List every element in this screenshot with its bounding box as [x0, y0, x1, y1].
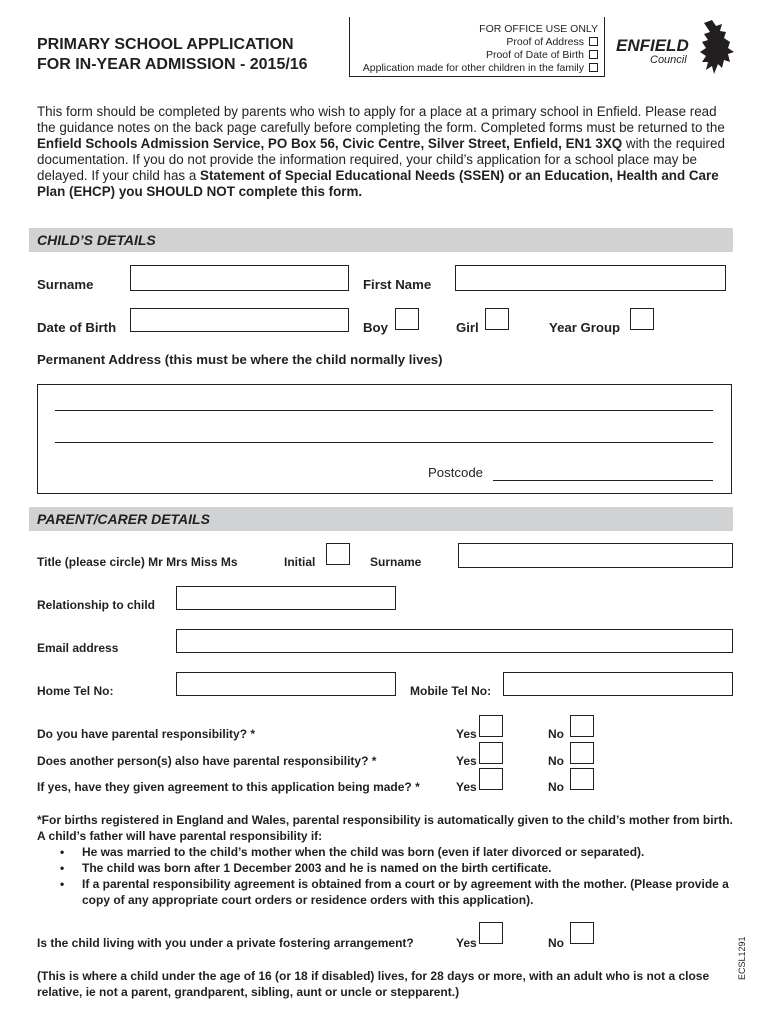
boy-label: Boy [363, 320, 388, 335]
address-line-1[interactable] [55, 410, 713, 411]
question-2: Does another person(s) also have parental responsibility? * [37, 754, 377, 768]
parental-responsibility-note [37, 812, 737, 908]
form-title-line-2: FOR IN-YEAR ADMISSION - 2015/16 [37, 56, 308, 73]
other-children-checkbox[interactable] [589, 63, 598, 72]
bullet-item: • The child was born after 1 December 2003 and he is named on the birth certificate. [82, 860, 737, 876]
title-label: Title (please circle) Mr Mrs Miss Ms [37, 555, 238, 569]
address-box [37, 384, 732, 494]
office-use-box [349, 17, 605, 77]
logo-name: ENFIELD [616, 36, 689, 55]
initial-input[interactable] [326, 543, 350, 565]
logo-sub: Council [650, 54, 687, 66]
parent-surname-input[interactable] [458, 543, 733, 568]
year-group-input[interactable] [630, 308, 654, 330]
address-label: Permanent Address (this must be where the child normally lives) [37, 352, 443, 367]
office-item-proof-dob: Proof of Date of Birth [485, 49, 584, 61]
postcode-label: Postcode [428, 465, 483, 480]
q1-yes-checkbox[interactable] [479, 715, 503, 737]
bullet-item: • If a parental responsibility agreement is obtained from a court or by agreement with the mother. (Please provide a copy of any appropriate court orders or residence orders with this application). [82, 876, 737, 908]
child-dob-input[interactable] [130, 308, 349, 332]
q2-yes-label: Yes [456, 754, 477, 768]
note-text: *For births registered in England and Wales, parental responsibility is automatically given to the child’s mother from birth. A child’s father will have parental responsibility if: [37, 813, 733, 843]
parent-details-header [29, 507, 733, 531]
parent-details-heading: PARENT/CARER DETAILS [37, 511, 210, 527]
office-item-other-children: Application made for other children in the family [362, 62, 584, 74]
child-surname-input[interactable] [130, 265, 349, 291]
parent-surname-label: Surname [370, 555, 422, 569]
fostering-no-checkbox[interactable] [570, 922, 594, 944]
q3-yes-checkbox[interactable] [479, 768, 503, 790]
intro-part-2: with the required documentation. If you do not provide the information required, your child’s application for a school place may be delayed. If your child has a [37, 136, 725, 183]
mobile-tel-label: Mobile Tel No: [410, 684, 492, 698]
intro-address: Enfield Schools Admission Service, PO Box 56, Civic Centre, Silver Street, Enfield, EN1 3XQ [37, 136, 623, 151]
child-first-name-input[interactable] [455, 265, 726, 291]
fostering-yes-checkbox[interactable] [479, 922, 503, 944]
home-tel-input[interactable] [176, 672, 396, 696]
year-group-label: Year Group [549, 320, 621, 335]
fostering-yes-label: Yes [456, 936, 477, 950]
question-3: If yes, have they given agreement to this application being made? * [37, 780, 420, 794]
q2-no-checkbox[interactable] [570, 742, 594, 764]
enfield-council-logo [612, 18, 742, 78]
child-details-header [29, 228, 733, 252]
office-item-proof-address: Proof of Address [506, 36, 584, 48]
fostering-question: Is the child living with you under a private fostering arrangement? [37, 936, 414, 950]
question-1: Do you have parental responsibility? * [37, 727, 256, 741]
q3-yes-label: Yes [456, 780, 477, 794]
address-line-2[interactable] [55, 442, 713, 443]
mobile-tel-input[interactable] [503, 672, 733, 696]
fostering-no-label: No [548, 936, 564, 950]
girl-checkbox[interactable] [485, 308, 509, 330]
form-code: ECSL1291 [737, 936, 747, 980]
email-label: Email address [37, 641, 119, 655]
boy-checkbox[interactable] [395, 308, 419, 330]
intro-paragraph [37, 104, 737, 200]
proof-address-checkbox[interactable] [589, 37, 598, 46]
email-input[interactable] [176, 629, 733, 653]
q3-no-checkbox[interactable] [570, 768, 594, 790]
relationship-input[interactable] [176, 586, 396, 610]
q3-no-label: No [548, 780, 564, 794]
proof-dob-checkbox[interactable] [589, 50, 598, 59]
q2-yes-checkbox[interactable] [479, 742, 503, 764]
office-use-heading: FOR OFFICE USE ONLY [479, 23, 598, 35]
child-first-name-label: First Name [363, 277, 432, 292]
form-title-line-1: PRIMARY SCHOOL APPLICATION [37, 36, 294, 53]
q2-no-label: No [548, 754, 564, 768]
relationship-label: Relationship to child [37, 598, 156, 612]
postcode-input[interactable] [493, 480, 713, 481]
fostering-note: (This is where a child under the age of 16 (or 18 if disabled) lives, for 28 days or more, with an adult who is not a close relative, ie not a parent, grandparent, sibling, aunt or uncle or stepparent.) [37, 969, 710, 999]
child-details-heading: CHILD’S DETAILS [37, 232, 156, 248]
initial-label: Initial [284, 555, 316, 569]
enfield-beast-icon [694, 18, 738, 78]
home-tel-label: Home Tel No: [37, 684, 114, 698]
bullet-item: • He was married to the child’s mother when the child was born (even if later divorced or separated). [82, 844, 737, 860]
child-dob-label: Date of Birth [37, 320, 117, 335]
child-surname-label: Surname [37, 277, 94, 292]
q1-no-label: No [548, 727, 564, 741]
q1-yes-label: Yes [456, 727, 477, 741]
q1-no-checkbox[interactable] [570, 715, 594, 737]
girl-label: Girl [456, 320, 479, 335]
intro-warning: Statement of Special Educational Needs (SSEN) or an Education, Health and Care Plan (EHCP) you SHOULD NOT complete this form. [37, 168, 719, 199]
intro-part-1: This form should be completed by parents who wish to apply for a place at a primary school in Enfield. Please read the guidance notes on the back page carefully before completing the form. Completed forms must be returned to the [37, 104, 725, 135]
